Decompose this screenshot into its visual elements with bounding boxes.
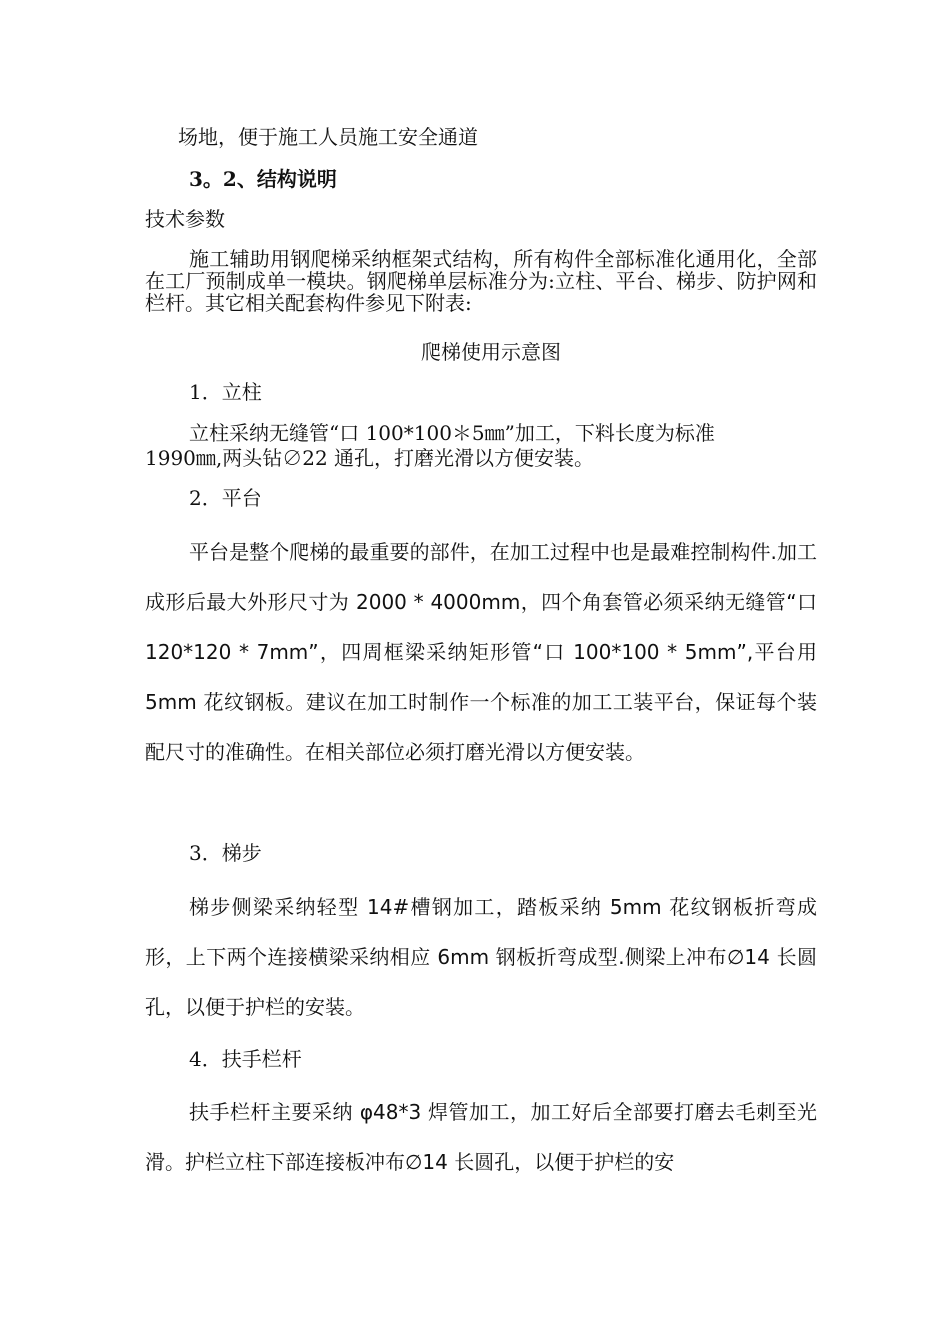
paragraph-handrail: 扶手栏杆主要采纳 φ48*3 焊管加工，加工好后全部要打磨去毛刺至光滑。护栏立柱下部连接板冲布∅14 长圆孔，以便于护栏的安: [145, 1100, 817, 1174]
item-heading-platform: 2．平台: [189, 486, 262, 510]
text-line-site: 场地，便于施工人员施工安全通道: [178, 125, 478, 149]
item-heading-column: 1．立柱: [189, 380, 262, 404]
paragraph-column-line2: 1990㎜,两头钻∅22 通孔，打磨光滑以方便安装。: [145, 446, 595, 470]
paragraph-overview: 施工辅助用钢爬梯采纳框架式结构，所有构件全部标准化通用化，全部在工厂预制成单一模块。钢爬梯单层标准分为:立柱、平台、梯步、防护网和栏杆。其它相关配套构件参见下附表:: [145, 247, 817, 315]
paragraph-column-line1: 立柱采纳无缝管“口 100*100＊5㎜”加工，下料长度为标准: [189, 421, 715, 445]
section-heading-structure: 3。2、结构说明: [189, 167, 337, 191]
item-heading-handrail: 4．扶手栏杆: [189, 1047, 302, 1071]
item-heading-steps: 3．梯步: [189, 841, 262, 865]
subheading-tech-params: 技术参数: [145, 207, 225, 231]
paragraph-platform: 平台是整个爬梯的最重要的部件，在加工过程中也是最难控制构件.加工成形后最大外形尺寸为 2000 * 4000mm，四个角套管必须采纳无缝管“口 120*120 * 7mm”，四周框梁采纳矩形管“口 100*100 * 5mm”,平台用 5mm 花纹钢板。建议在加工时制作一个标准的加工工装平台，保证每个装配尺寸的准确性。在相关部位必须打磨光滑以方便安装。: [145, 540, 817, 764]
paragraph-steps: 梯步侧梁采纳轻型 14#槽钢加工，踏板采纳 5mm 花纹钢板折弯成形，上下两个连接横梁采纳相应 6mm 钢板折弯成型.侧梁上冲布∅14 长圆孔，以便于护栏的安装。: [145, 895, 817, 1019]
figure-caption: 爬梯使用示意图: [421, 340, 561, 364]
